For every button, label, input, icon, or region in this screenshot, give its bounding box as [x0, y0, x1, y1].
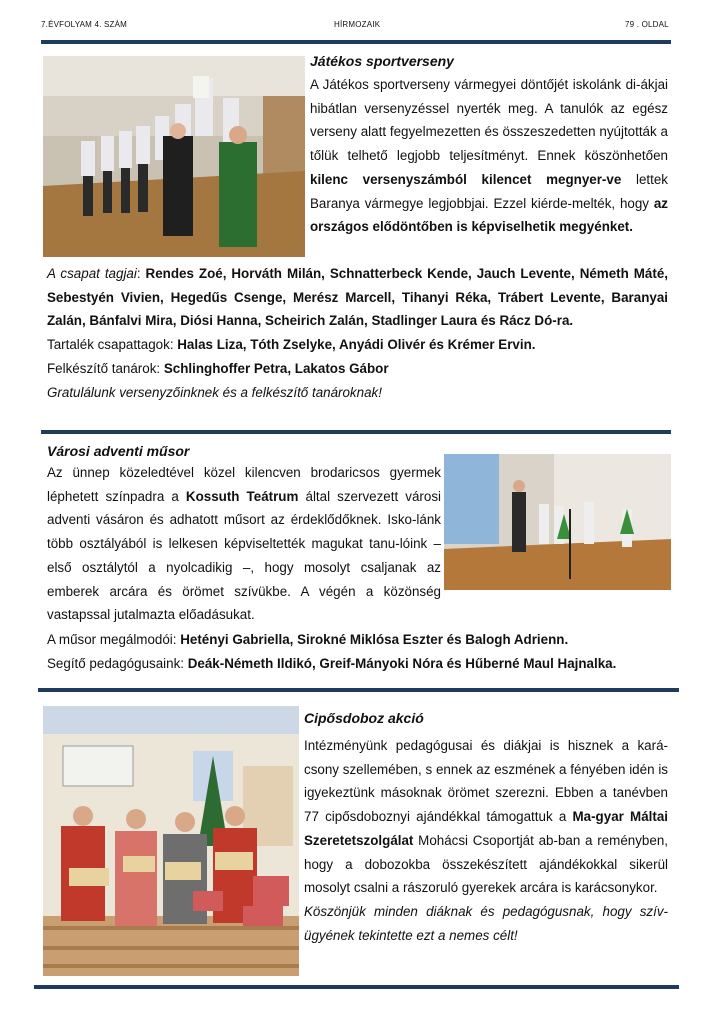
teacher-list: Schlinghoffer Petra, Lakatos Gábor [163, 360, 389, 376]
congrats-line: Gratulálunk versenyzőinknek és a felkészítő tanároknak! [47, 384, 382, 400]
divider-top [41, 40, 671, 44]
article3-body: Intézményünk pedagógusai és diákjai is hisznek a kará-csony szellemében, s ennek az eszmének a fényében idén is igyekeztünk másoknak örömet szerezni. Ebben a tanévben 77 cipősdoboznyi ajándékkal támogattuk a Ma-gyar Máltai Szeretetszolgálat Mohácsi Csoportját ab-ban a reményben, hogy a dobozokba összekészített ajándékokkal sikerül mosolyt csalni a rászoruló gyerekek arcára is karácsonykor. Köszönjük minden diáknak és pedagógusnak, hogy szív-ügyének tekintette ezt a nemes célt! [304, 738, 668, 943]
article1-title: Játékos sportverseny [310, 53, 454, 69]
dreamers-list: Hetényi Gabriella, Sirokné Miklósa Eszter és Balogh Adrienn. [180, 632, 569, 647]
shoebox-photo [43, 706, 299, 976]
header-page: 79 . OLDAL [625, 20, 669, 29]
reserve-list: Halas Liza, Tóth Zselyke, Anyádi Olivér és Krémer Ervin. [177, 337, 536, 353]
thanks-line: Köszönjük minden diáknak és pedagógusnak, hogy szív-ügyének tekintette ezt a nemes célt! [304, 903, 668, 943]
helpers-list: Deák-Németh Ildikó, Greif-Mányoki Nóra és Hűberné Maul Hajnalka. [187, 655, 617, 671]
article2-intro: Az ünnep közeledtével közel kilencven brodaricsos gyermek léphetett színpadra a Kossuth Teátrum által szervezett városi adventi vásáron és adhatott műsort az érdeklődőknek. Isko-lánk több osztályából is lelkesen képviseltették magukat tanu-lóink – első osztálytól a nyolcadikig –, hogy mosolyt csaljanak az emberek arcára és örömet szívükbe. A végén a közönség vastapssal jutalmazta előadásukat. [47, 465, 441, 623]
team-list: Rendes Zoé, Horváth Milán, Schnatterbeck Kende, Jauch Levente, Németh Máté, Sebestyén Vivien, Hegedűs Csenge, Merész Marcell, Tihanyi Réka, Trábert Levente, Baranyai Zalán, Bánfalvi Mira, Diósi Hanna, Scheirich Zalán, Stadlinger Laura és Rácz Dó-ra. [47, 266, 668, 329]
article1-intro: A Játékos sportverseny vármegyei döntőjét iskolánk di-ákjai hibátlan versenyzéssel nyerték meg. A tanulók az egész verseny alatt fegyelmezetten és összeszedetten nyújtották a tőlük telhető legjobb teljesítményt. Ennek köszönhetően kilenc versenyszámból kilencet megnyer-ve lettek Baranya vármegye legjobbjai. Ezzel kiérde-melték, hogy az országos elődöntőben is képviselhetik megyénket. [310, 77, 668, 235]
article2-title: Városi adventi műsor [47, 443, 190, 459]
header-title: HÍRMOZAIK [334, 20, 381, 29]
sports-team-photo [43, 56, 305, 257]
article2-credits: A műsor megálmodói: Hetényi Gabriella, Sirokné Miklósa Eszter és Balogh Adrienn. Segítő pedagógusaink: Deák-Németh Ildikó, Greif-Mányoki Nóra és Hűberné Maul Hajnalka. [47, 632, 617, 671]
divider-bottom [34, 985, 679, 989]
article3-title: Cipősdoboz akció [304, 710, 424, 726]
article1-details: A csapat tagjai: Rendes Zoé, Horváth Milán, Schnatterbeck Kende, Jauch Levente, Németh Máté, Sebestyén Vivien, Hegedűs Csenge, Merész Marcell, Tihanyi Réka, Trábert Levente, Baranyai Zalán, Bánfalvi Mira, Diósi Hanna, Scheirich Zalán, Stadlinger Laura és Rácz Dó-ra. Tartalék csapattagok: Halas Liza, Tóth Zselyke, Anyádi Olivér és Krémer Ervin. Felkészítő tanárok: Schlinghoffer Petra, Lakatos Gábor Gratulálunk versenyzőinknek és a felkészítő tanároknak! [47, 266, 668, 400]
advent-show-photo [444, 454, 671, 590]
divider-1 [41, 430, 671, 434]
header-issue: 7.ÉVFOLYAM 4. SZÁM [41, 20, 127, 29]
divider-2 [38, 688, 679, 692]
